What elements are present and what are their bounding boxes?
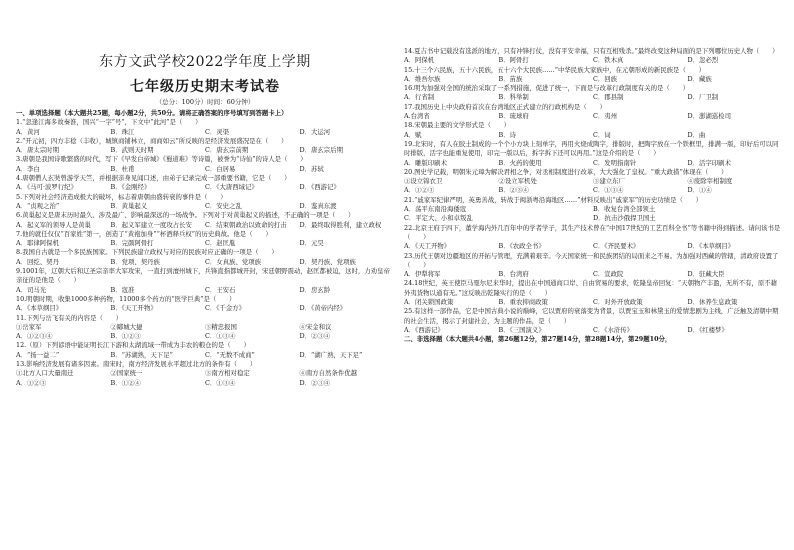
option: A．荡平东南沿海倭寇 [404, 205, 467, 214]
option: D．厂卫制 [687, 93, 719, 102]
option: B．重农抑商政策 [498, 298, 548, 307]
question-text: 14.夏吉书中记载没有选派的地方，只有冲锋打仗，没有平安幸福，只有互相残杀。”最终改变这种局面的是下列哪位历史人物（ ） [404, 47, 779, 55]
option: C．《大唐西域记》 [205, 183, 258, 192]
option: ④废除宰相制度 [687, 177, 733, 186]
option: A．“贞观之治” [16, 201, 60, 210]
question [16, 118, 394, 137]
question [16, 341, 394, 360]
option: D．藏族 [687, 74, 712, 83]
option: D．活字印刷术 [687, 158, 731, 167]
option: D．①④ [687, 186, 712, 195]
question [16, 314, 394, 333]
option: D．曲 [687, 130, 706, 139]
question [404, 140, 782, 168]
option-row [404, 93, 782, 102]
answer-options [404, 186, 782, 195]
school-title: 东方文武学校2022学年度上学期 [99, 54, 311, 70]
option: D．②③④ [299, 378, 331, 387]
option: A．《马可·波罗行纪》 [16, 183, 77, 192]
option: B．黄巢起义 [110, 201, 148, 210]
question [404, 103, 782, 122]
question-text: 12.（原）下列谚语中能证明长江下游和太湖流域一带成为丰农的粮仓的是（ ） [16, 341, 250, 350]
question [16, 137, 394, 156]
option: D．《黄帝内经》 [299, 304, 347, 313]
option-row [404, 56, 782, 65]
option: D．最终取得胜利，建立政权 [299, 220, 382, 229]
exam-info: （总分：100分）时间：60分钟） [155, 98, 255, 106]
option: D．休养生息政策 [687, 298, 738, 307]
option: B．杜甫 [110, 164, 135, 173]
option: A．李白 [16, 164, 40, 173]
option-row [16, 202, 394, 211]
option: C．《千金方》 [205, 304, 246, 313]
option-row [16, 221, 394, 230]
option-row [16, 379, 394, 388]
option: B．《金刚经》 [110, 183, 151, 192]
option: D．“湖广熟，天下足” [299, 350, 363, 359]
right-column [404, 47, 782, 345]
option: C．灵渠 [205, 127, 230, 136]
question-text: 2.“开元初，四方丰稔（丰收），城镇商铺林立，商商如云”所反映的是经济发展盛况是在（ ） [16, 136, 288, 145]
question [16, 155, 394, 174]
option: D．②③④ [299, 332, 331, 341]
option: C．《水浒传》 [593, 325, 634, 334]
question [16, 211, 394, 230]
question [404, 224, 782, 252]
option: B．党项、契丹族 [110, 257, 160, 266]
option-row [404, 112, 782, 121]
question [404, 121, 782, 140]
option: D．《本草纲目》 [687, 242, 735, 251]
option: ④宋金和议 [299, 322, 332, 331]
option-row [16, 323, 394, 332]
option-row [16, 332, 394, 341]
option: A．①②③④ [16, 332, 53, 341]
question-text: 24.18世纪，英王使臣马戛尔尼来华时，提出在中国通商口岸、自由贸易的要求，乾隆皇帝回复：“天朝物产丰盈，无所不有，原不藉外夷货物以通有无。”这反映出乾隆实行的是（ ） [404, 279, 778, 297]
option: D．《红楼梦》 [687, 325, 728, 334]
option: A.台湾省 [404, 112, 430, 121]
option: B．苗族 [498, 74, 523, 83]
question [404, 168, 782, 187]
option: C．安史之乱 [205, 201, 242, 210]
option: A．回纥、契丹 [16, 257, 59, 266]
option: ②国家统一 [110, 369, 143, 378]
option: A．《本草纲目》 [16, 304, 63, 313]
option-row [16, 258, 394, 267]
option: B．琉球府 [498, 112, 529, 121]
option: A．闭关锁国政策 [404, 298, 454, 307]
option: B．珠江 [110, 127, 135, 136]
option: C．回族 [593, 74, 618, 83]
option: C．白居易 [205, 164, 236, 173]
question [16, 174, 394, 193]
option-row [16, 183, 394, 192]
option: D．《西游记》 [299, 183, 340, 192]
option: A．起义军的领导人是黄巢 [16, 220, 91, 229]
option: A．《西游记》 [404, 325, 444, 334]
option: C．结束朝政治以致命的打击 [205, 220, 287, 229]
question-text: 19.北宋时，有人在胶土制成的一个个小方块上刻单字，再用火烧成陶字，排版时，把陶字放在一个铁框里，排满一版，印好后可以同时排版，活字也能重复使用，印完一版以后，拆字拆下还可以再用。”这是介绍的是（ ） [404, 139, 779, 158]
option: C．①③④ [593, 186, 624, 195]
option: ④南方自然条件优越 [299, 369, 358, 378]
question [16, 267, 394, 295]
left-column [16, 50, 394, 388]
option: B．①②③ [110, 332, 141, 341]
option-row [16, 369, 394, 378]
question-text: 13.影响经济发展有诸多因素。南宋时，南方经济发展水平超过北方的条件有（ ） [16, 360, 257, 369]
option: A．伊犁将军 [404, 270, 441, 279]
option: C．发明指南针 [593, 158, 637, 167]
option: A．赋 [404, 130, 422, 139]
section-heading: 二、非选择题（本大题共4小题，第26题12分，第27题14分，第28题14分，第29题10分， [404, 335, 672, 344]
option: A．行省制 [404, 93, 435, 102]
option: ①设立锦衣卫 [404, 177, 443, 186]
question [404, 47, 782, 66]
option: D．驻藏大臣 [687, 270, 725, 279]
question-text: 8.我国自古就是一个多民族国家。下列民族建立政权与对应的民族对应正确的一项是（ ） [16, 248, 278, 257]
option: C．铁木真 [593, 56, 624, 65]
option-row [404, 131, 782, 140]
option: ②郾城大捷 [110, 322, 143, 331]
option: D．鉴真东渡 [299, 201, 337, 210]
question-text: 17.我国历史上中央政府首次在台湾地区正式建立的行政机构是（ ） [404, 102, 606, 111]
question-text: 9.1001年，辽朝大后和辽圣宗亲率大军攻宋，一直打到澶州城下，兵锋直指都城开封，宋廷朝野震动，赵匡都被迫，这时，力劝皇帝亲征的是他是（ ） [16, 267, 390, 285]
option: B．完颜阿骨打 [110, 239, 154, 248]
question-text: 3.唐朝是我国诗歌繁盛的时代，写下《早发白帝城》《蜀道难》等诗篇，被誉为“诗仙”的诗人是（ ） [16, 155, 307, 164]
section-heading: 一、单项选择题（本大题共25题，每小题2分，共50分。请将正确答案的序号填写到答题卡上） [16, 109, 288, 117]
option: D．苏轼 [299, 164, 324, 173]
option: B．阿骨打 [498, 56, 529, 65]
question [16, 295, 394, 314]
question [16, 248, 394, 267]
option: A．耶律阿保机 [16, 239, 59, 248]
option-row [404, 242, 782, 251]
option-row [16, 351, 394, 360]
option: A．唐太宗时期 [16, 146, 59, 155]
option-row [404, 159, 782, 168]
option: B．①②④ [110, 378, 141, 387]
option: B．收复台湾全部领土 [593, 205, 656, 214]
option: A．①②③ [404, 186, 435, 195]
question [16, 360, 394, 379]
option: C．《齐民要术》 [593, 242, 640, 251]
option-row [404, 270, 782, 279]
option: C．词 [593, 130, 611, 139]
option: ②设立军机处 [498, 177, 537, 186]
option: A．《天工开物》 [404, 242, 451, 251]
option: ③南方相对稳定 [205, 369, 250, 378]
option-row [16, 304, 394, 313]
option: A．黄河 [16, 127, 40, 136]
option: C．唐玄宗前期 [205, 146, 249, 155]
question-text: 11.下列与岳飞有关的内容是（ ） [16, 313, 123, 322]
question-text: 21.“戚家军纪律严明，英勇善战，转战于闽浙粤沿海地区……”材料反映出“戚家军”的历史功绩是（ ） [404, 195, 703, 204]
option: A．雕版印刷术 [404, 158, 447, 167]
option: B．诗 [498, 130, 516, 139]
option: C．赵匡胤 [205, 239, 236, 248]
question [404, 84, 782, 103]
question [404, 307, 782, 335]
option-row [16, 165, 394, 174]
option: ③精忠报国 [205, 322, 237, 331]
question-text: 25.有这样一部作品，它是中国古典小说的巅峰，它以贾府的衰落变为背景，以贾宝玉和林黛玉的爱情悲剧为主线，广泛触及清朝中期的社会生活，揭示了封建社会，为主题的作品，是（ ） [404, 307, 779, 325]
question-text: 7.他的就任仅仅“百家姓”第一，创造了“黄袍加身”“杯酒释兵权”的历史典故。他是（ ） [16, 229, 272, 238]
option: C．①③④ [205, 332, 236, 341]
question-text: 22.北京王府于四下，董学海内外几百年中的学者学子，其生产技术曾在“中国17世纪的工艺百科全书”等书籍中得到描述。请问该书是（ ） [404, 223, 781, 241]
option: B．《农政全书》 [498, 242, 545, 251]
exam-title: 七年级历史期末考试卷 [130, 79, 280, 95]
option: B．起义军建立一度攻占长安 [110, 220, 192, 229]
option-row [404, 298, 782, 307]
option: D．忽必烈 [687, 56, 719, 65]
option: C．对外开放政策 [593, 298, 643, 307]
option: ①岳家军 [16, 322, 42, 331]
option-row [404, 177, 782, 186]
option: C．王安石 [205, 285, 236, 294]
question [16, 193, 394, 212]
option: ③建立东厂 [593, 177, 625, 186]
question-text: 16.明为加强对全国的统治采取了一系列措施，促进了统一，下面是与改革行政制度有关的是（ ） [404, 84, 689, 93]
option-row [16, 146, 394, 155]
question [404, 66, 782, 85]
option: D．契丹族、党项族 [299, 257, 356, 266]
option: D．元昊 [299, 239, 324, 248]
option: C．①③④ [205, 378, 236, 387]
option-row [404, 205, 782, 214]
question-text: 18.宋朝最主要的文学形式是（ ） [404, 121, 511, 130]
option: C．“无数不成商” [205, 350, 255, 359]
option-row [16, 239, 394, 248]
question-text: 4.唐朝僧人玄奘曾游学天竺，并根据亲身见闻口述，由弟子记录完成一部重要书籍，它是（ ） [16, 174, 291, 183]
option: D．澎湖巡检司 [687, 112, 731, 121]
option: B．《天工开物》 [110, 304, 157, 313]
question [404, 252, 782, 280]
option: A．阿保机 [404, 56, 435, 65]
option: D．抗击沙俄捍卫国土 [593, 214, 656, 223]
option-row [16, 286, 394, 295]
option: B．“苏湖熟，天下足” [110, 350, 173, 359]
option: A．①②③ [16, 378, 47, 387]
option-row [404, 186, 782, 195]
title-block [16, 52, 394, 107]
option: B．火药的使用 [498, 158, 542, 167]
option: B．台湾府 [498, 270, 529, 279]
answer-options [16, 379, 394, 388]
question-text: 23.历代王朝对边疆地区的开拓与管理，充满着艰辛。今天国家统一和民族团结的局面来之不易。为加强对西藏的管辖，清政府设置了（ ） [404, 251, 779, 269]
option: C．郡县制 [593, 93, 624, 102]
question-text: 15.十三个六民族，五十六民族，五十六个大民族……”中华民族大家族中，在元朝形成的新民族是（ ） [404, 65, 706, 74]
option: A．“扬一益二” [16, 350, 60, 359]
option: D．大运河 [299, 127, 331, 136]
question [404, 279, 782, 307]
question-text: 20.图史学记载，明朝朱元璋为解决君相之争，对丞相制度进行改革，大大强化了皇权。“重大政措”体现在（ ） [404, 167, 728, 176]
answer-options [404, 214, 782, 223]
question-text: 1.“忽逢江海多故秦淮，国兴“一字”号”，下文中“此河”是（ ） [16, 118, 202, 127]
answer-options [16, 332, 394, 341]
option-row [404, 75, 782, 84]
question [404, 196, 782, 215]
option: B．科举制 [498, 93, 529, 102]
option: B．武则天时期 [110, 146, 154, 155]
option: A．司马光 [16, 285, 47, 294]
option-row [404, 326, 782, 335]
question-text: 5.下列对社会经济造成极大的破坏，标志着唐朝由盛转衰的事件是（ ） [16, 192, 227, 201]
option: A．维吾尔族 [404, 74, 441, 83]
option: C．宣政院 [593, 270, 624, 279]
option: C．女真族、党项族 [205, 257, 262, 266]
option-row [404, 214, 782, 223]
option: ①北方人口大量南迁 [16, 369, 74, 378]
option: B．《三国演义》 [498, 325, 545, 334]
option-row [16, 128, 394, 137]
question-text: 10.明朝时期，收集1000多种药物，11000多个药方的“医学巨典”是（ ） [16, 294, 236, 303]
question-text: 6.黄巢起义是唐末历时最久、涉及最广、影响最深远的一场战争。下列对于对黄巢起义的描述，不正确的一项是（ ） [16, 211, 355, 220]
option: C．夷州 [593, 112, 618, 121]
option: C．平定大、小和卓叛乱 [404, 214, 473, 223]
option: B．寇准 [110, 285, 135, 294]
option: D．唐玄宗后期 [299, 146, 343, 155]
option: B．②③④ [498, 186, 529, 195]
option: D．房玄龄 [299, 285, 331, 294]
question [16, 230, 394, 249]
